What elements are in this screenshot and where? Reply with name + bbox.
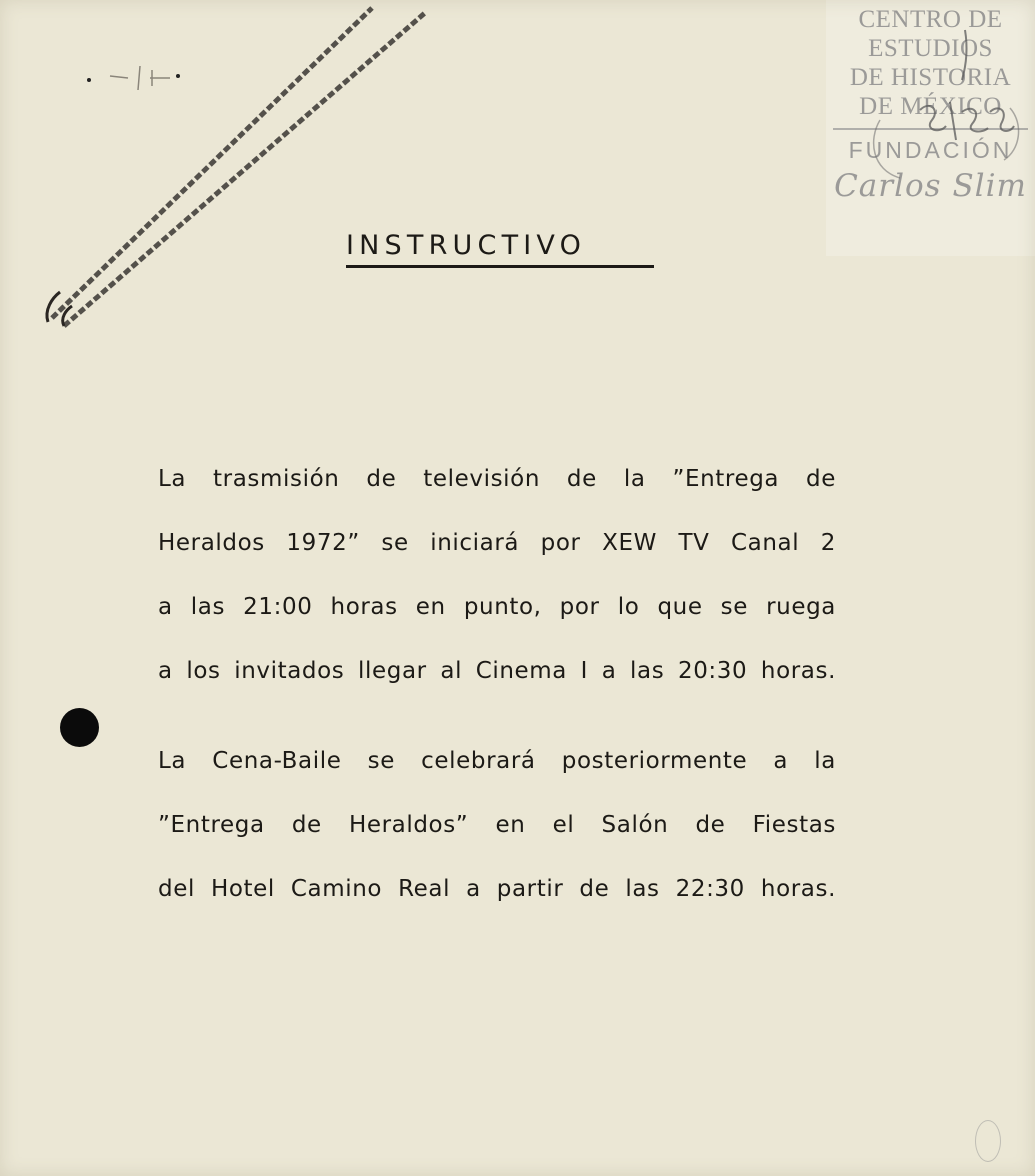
paragraph-line: a los invitados llegar al Cinema I a las 20:30 horas. [158, 658, 836, 684]
pencil-mark [975, 1120, 1001, 1162]
punch-hole [60, 708, 99, 747]
stamp-line: CENTRO DE [858, 6, 1003, 33]
paragraph-line: ”Entrega de Heraldos” en el Salón de Fiestas [158, 812, 836, 838]
paragraph-line: Heraldos 1972” se iniciará por XEW TV Canal 2 [158, 530, 836, 556]
paragraph-line: La Cena-Baile se celebrará posteriormente a la [158, 748, 836, 774]
stamp-line: DE HISTORIA [849, 64, 1012, 91]
pencil-annotations [0, 0, 1035, 360]
stamp-line: ESTUDIOS [868, 35, 993, 62]
stamp-signature: Carlos Slim [834, 168, 1027, 204]
document-title: INSTRUCTIVO [346, 227, 654, 268]
paragraph-line: del Hotel Camino Real a partir de las 22:30 horas. [158, 876, 836, 902]
paragraph-line: a las 21:00 horas en punto, por lo que se ruega [158, 594, 836, 620]
paragraph-dinner [158, 729, 836, 921]
paragraph-line: La trasmisión de televisión de la ”Entrega de [158, 466, 836, 492]
paragraph-broadcast [158, 447, 836, 703]
stamp-foundation: FUNDACIÓN [848, 137, 1013, 163]
stamp-line: DE MÉXICO [859, 93, 1002, 120]
